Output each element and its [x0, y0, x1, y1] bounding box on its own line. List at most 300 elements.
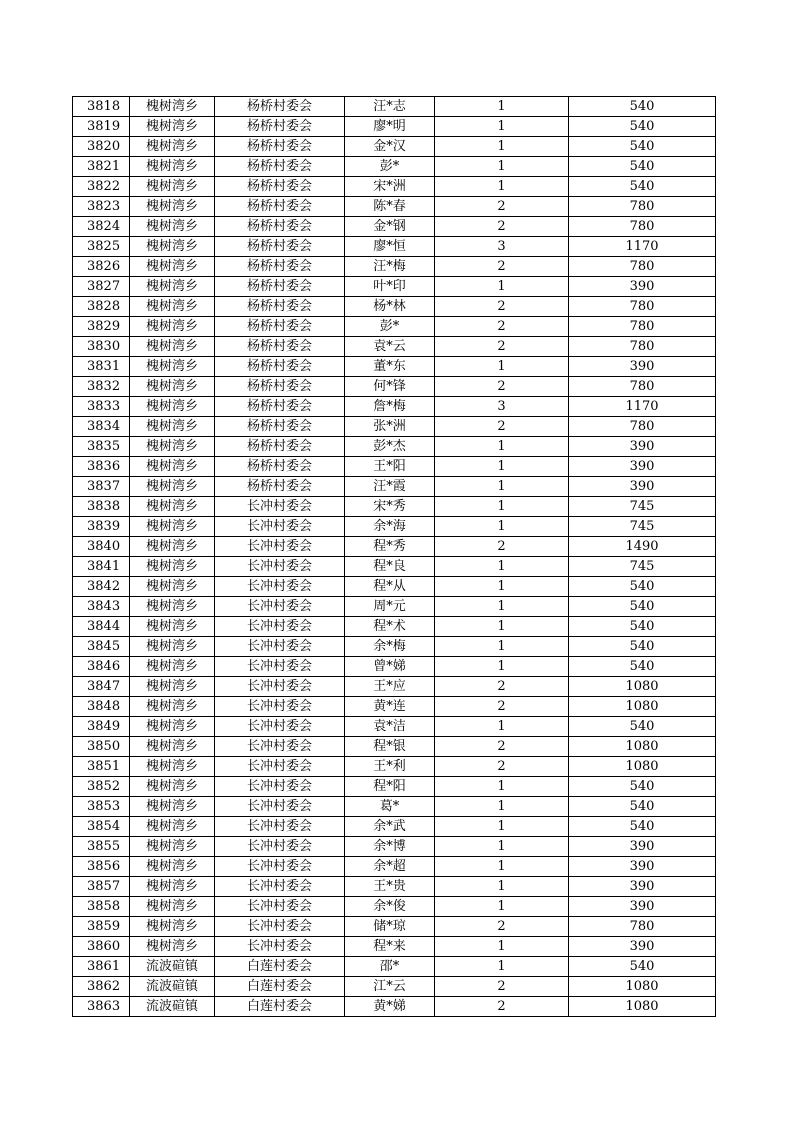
- name-cell: 杨*林: [345, 297, 435, 317]
- name-cell: 宋*秀: [345, 497, 435, 517]
- row-id-cell: 3846: [73, 657, 130, 677]
- name-cell: 余*博: [345, 837, 435, 857]
- count-cell: 1: [435, 517, 569, 537]
- name-cell: 黄*娣: [345, 997, 435, 1017]
- count-cell: 1: [435, 97, 569, 117]
- village-committee-cell: 杨桥村委会: [215, 397, 345, 417]
- name-cell: 黄*连: [345, 697, 435, 717]
- village-committee-cell: 长冲村委会: [215, 557, 345, 577]
- count-cell: 2: [435, 977, 569, 997]
- amount-cell: 540: [569, 617, 716, 637]
- name-cell: 何*锋: [345, 377, 435, 397]
- name-cell: 余*海: [345, 517, 435, 537]
- row-id-cell: 3824: [73, 217, 130, 237]
- count-cell: 2: [435, 997, 569, 1017]
- count-cell: 2: [435, 757, 569, 777]
- count-cell: 1: [435, 117, 569, 137]
- village-committee-cell: 长冲村委会: [215, 617, 345, 637]
- amount-cell: 780: [569, 377, 716, 397]
- amount-cell: 1080: [569, 737, 716, 757]
- count-cell: 1: [435, 877, 569, 897]
- name-cell: 张*洲: [345, 417, 435, 437]
- name-cell: 余*超: [345, 857, 435, 877]
- count-cell: 2: [435, 257, 569, 277]
- village-committee-cell: 杨桥村委会: [215, 157, 345, 177]
- village-committee-cell: 长冲村委会: [215, 577, 345, 597]
- row-id-cell: 3854: [73, 817, 130, 837]
- table-row: [73, 357, 716, 377]
- table-row: [73, 637, 716, 657]
- amount-cell: 1490: [569, 537, 716, 557]
- village-committee-cell: 长冲村委会: [215, 837, 345, 857]
- village-committee-cell: 杨桥村委会: [215, 377, 345, 397]
- name-cell: 程*术: [345, 617, 435, 637]
- village-committee-cell: 杨桥村委会: [215, 417, 345, 437]
- township-cell: 槐树湾乡: [130, 177, 215, 197]
- village-committee-cell: 长冲村委会: [215, 637, 345, 657]
- amount-cell: 540: [569, 797, 716, 817]
- table-row: [73, 197, 716, 217]
- row-id-cell: 3844: [73, 617, 130, 637]
- name-cell: 袁*云: [345, 337, 435, 357]
- village-committee-cell: 杨桥村委会: [215, 337, 345, 357]
- amount-cell: 540: [569, 117, 716, 137]
- count-cell: 1: [435, 857, 569, 877]
- name-cell: 董*东: [345, 357, 435, 377]
- row-id-cell: 3830: [73, 337, 130, 357]
- village-committee-cell: 长冲村委会: [215, 917, 345, 937]
- table-row: [73, 477, 716, 497]
- amount-cell: 1170: [569, 397, 716, 417]
- village-committee-cell: 杨桥村委会: [215, 197, 345, 217]
- row-id-cell: 3833: [73, 397, 130, 417]
- count-cell: 2: [435, 417, 569, 437]
- table-row: [73, 377, 716, 397]
- table-row: [73, 257, 716, 277]
- amount-cell: 390: [569, 437, 716, 457]
- row-id-cell: 3827: [73, 277, 130, 297]
- table-row: [73, 97, 716, 117]
- village-committee-cell: 杨桥村委会: [215, 357, 345, 377]
- table-row: [73, 737, 716, 757]
- amount-cell: 540: [569, 717, 716, 737]
- name-cell: 宋*洲: [345, 177, 435, 197]
- village-committee-cell: 杨桥村委会: [215, 297, 345, 317]
- name-cell: 王*贵: [345, 877, 435, 897]
- amount-cell: 390: [569, 857, 716, 877]
- table-row: [73, 677, 716, 697]
- count-cell: 2: [435, 377, 569, 397]
- table-row: [73, 717, 716, 737]
- row-id-cell: 3850: [73, 737, 130, 757]
- township-cell: 槐树湾乡: [130, 317, 215, 337]
- village-committee-cell: 白莲村委会: [215, 957, 345, 977]
- table-row: [73, 537, 716, 557]
- village-committee-cell: 长冲村委会: [215, 697, 345, 717]
- table-row: [73, 217, 716, 237]
- township-cell: 槐树湾乡: [130, 117, 215, 137]
- name-cell: 程*银: [345, 737, 435, 757]
- table-row: [73, 337, 716, 357]
- amount-cell: 390: [569, 477, 716, 497]
- township-cell: 槐树湾乡: [130, 817, 215, 837]
- table-row: [73, 957, 716, 977]
- table-row: [73, 417, 716, 437]
- amount-cell: 540: [569, 577, 716, 597]
- amount-cell: 540: [569, 97, 716, 117]
- amount-cell: 780: [569, 337, 716, 357]
- table-row: [73, 697, 716, 717]
- amount-cell: 540: [569, 957, 716, 977]
- count-cell: 1: [435, 137, 569, 157]
- count-cell: 1: [435, 497, 569, 517]
- township-cell: 槐树湾乡: [130, 137, 215, 157]
- count-cell: 1: [435, 477, 569, 497]
- name-cell: 程*从: [345, 577, 435, 597]
- amount-cell: 540: [569, 637, 716, 657]
- township-cell: 槐树湾乡: [130, 697, 215, 717]
- row-id-cell: 3843: [73, 597, 130, 617]
- count-cell: 2: [435, 737, 569, 757]
- row-id-cell: 3822: [73, 177, 130, 197]
- amount-cell: 780: [569, 217, 716, 237]
- table-row: [73, 177, 716, 197]
- row-id-cell: 3861: [73, 957, 130, 977]
- township-cell: 槐树湾乡: [130, 397, 215, 417]
- township-cell: 槐树湾乡: [130, 237, 215, 257]
- row-id-cell: 3847: [73, 677, 130, 697]
- amount-cell: 540: [569, 597, 716, 617]
- amount-cell: 540: [569, 657, 716, 677]
- village-committee-cell: 长冲村委会: [215, 737, 345, 757]
- row-id-cell: 3845: [73, 637, 130, 657]
- name-cell: 程*良: [345, 557, 435, 577]
- name-cell: 彭*: [345, 157, 435, 177]
- table-row: [73, 937, 716, 957]
- table-row: [73, 397, 716, 417]
- village-committee-cell: 杨桥村委会: [215, 457, 345, 477]
- name-cell: 王*阳: [345, 457, 435, 477]
- amount-cell: 780: [569, 297, 716, 317]
- township-cell: 槐树湾乡: [130, 377, 215, 397]
- village-committee-cell: 长冲村委会: [215, 537, 345, 557]
- village-committee-cell: 杨桥村委会: [215, 257, 345, 277]
- count-cell: 1: [435, 557, 569, 577]
- count-cell: 3: [435, 397, 569, 417]
- village-committee-cell: 长冲村委会: [215, 597, 345, 617]
- amount-cell: 780: [569, 917, 716, 937]
- count-cell: 1: [435, 817, 569, 837]
- township-cell: 槐树湾乡: [130, 757, 215, 777]
- name-cell: 余*俊: [345, 897, 435, 917]
- table-row: [73, 277, 716, 297]
- amount-cell: 780: [569, 417, 716, 437]
- amount-cell: 390: [569, 937, 716, 957]
- row-id-cell: 3829: [73, 317, 130, 337]
- village-committee-cell: 白莲村委会: [215, 997, 345, 1017]
- table-row: [73, 577, 716, 597]
- amount-cell: 1080: [569, 677, 716, 697]
- name-cell: 储*琼: [345, 917, 435, 937]
- row-id-cell: 3860: [73, 937, 130, 957]
- township-cell: 槐树湾乡: [130, 217, 215, 237]
- amount-cell: 540: [569, 177, 716, 197]
- table-row: [73, 837, 716, 857]
- count-cell: 1: [435, 177, 569, 197]
- row-id-cell: 3859: [73, 917, 130, 937]
- count-cell: 1: [435, 777, 569, 797]
- row-id-cell: 3820: [73, 137, 130, 157]
- amount-cell: 1080: [569, 697, 716, 717]
- village-committee-cell: 杨桥村委会: [215, 177, 345, 197]
- row-id-cell: 3818: [73, 97, 130, 117]
- township-cell: 槐树湾乡: [130, 597, 215, 617]
- row-id-cell: 3838: [73, 497, 130, 517]
- township-cell: 流波碹镇: [130, 977, 215, 997]
- count-cell: 1: [435, 617, 569, 637]
- name-cell: 金*汉: [345, 137, 435, 157]
- count-cell: 1: [435, 957, 569, 977]
- row-id-cell: 3855: [73, 837, 130, 857]
- name-cell: 程*来: [345, 937, 435, 957]
- township-cell: 槐树湾乡: [130, 517, 215, 537]
- name-cell: 汪*梅: [345, 257, 435, 277]
- row-id-cell: 3839: [73, 517, 130, 537]
- name-cell: 詹*梅: [345, 397, 435, 417]
- name-cell: 叶*印: [345, 277, 435, 297]
- township-cell: 槐树湾乡: [130, 657, 215, 677]
- name-cell: 江*云: [345, 977, 435, 997]
- row-id-cell: 3862: [73, 977, 130, 997]
- name-cell: 汪*志: [345, 97, 435, 117]
- village-committee-cell: 杨桥村委会: [215, 277, 345, 297]
- village-committee-cell: 长冲村委会: [215, 897, 345, 917]
- count-cell: 1: [435, 837, 569, 857]
- table-row: [73, 597, 716, 617]
- table-body: [73, 97, 716, 1017]
- name-cell: 邵*: [345, 957, 435, 977]
- row-id-cell: 3837: [73, 477, 130, 497]
- village-committee-cell: 杨桥村委会: [215, 137, 345, 157]
- amount-cell: 390: [569, 457, 716, 477]
- amount-cell: 745: [569, 517, 716, 537]
- township-cell: 槐树湾乡: [130, 917, 215, 937]
- table-row: [73, 917, 716, 937]
- table-row: [73, 437, 716, 457]
- name-cell: 彭*杰: [345, 437, 435, 457]
- township-cell: 槐树湾乡: [130, 277, 215, 297]
- amount-cell: 390: [569, 837, 716, 857]
- amount-cell: 540: [569, 817, 716, 837]
- table-row: [73, 757, 716, 777]
- table-row: [73, 897, 716, 917]
- amount-cell: 780: [569, 257, 716, 277]
- amount-cell: 1170: [569, 237, 716, 257]
- count-cell: 1: [435, 897, 569, 917]
- row-id-cell: 3857: [73, 877, 130, 897]
- table-row: [73, 797, 716, 817]
- name-cell: 王*利: [345, 757, 435, 777]
- township-cell: 槐树湾乡: [130, 417, 215, 437]
- name-cell: 王*应: [345, 677, 435, 697]
- row-id-cell: 3819: [73, 117, 130, 137]
- row-id-cell: 3826: [73, 257, 130, 277]
- amount-cell: 390: [569, 877, 716, 897]
- count-cell: 2: [435, 317, 569, 337]
- row-id-cell: 3851: [73, 757, 130, 777]
- table-row: [73, 817, 716, 837]
- table-row: [73, 857, 716, 877]
- table-row: [73, 297, 716, 317]
- row-id-cell: 3836: [73, 457, 130, 477]
- township-cell: 槐树湾乡: [130, 197, 215, 217]
- amount-cell: 1080: [569, 977, 716, 997]
- count-cell: 1: [435, 357, 569, 377]
- amount-cell: 390: [569, 277, 716, 297]
- township-cell: 槐树湾乡: [130, 677, 215, 697]
- table-row: [73, 237, 716, 257]
- count-cell: 1: [435, 797, 569, 817]
- township-cell: 槐树湾乡: [130, 637, 215, 657]
- name-cell: 程*秀: [345, 537, 435, 557]
- row-id-cell: 3828: [73, 297, 130, 317]
- table-row: [73, 497, 716, 517]
- village-committee-cell: 长冲村委会: [215, 777, 345, 797]
- count-cell: 1: [435, 577, 569, 597]
- row-id-cell: 3821: [73, 157, 130, 177]
- township-cell: 槐树湾乡: [130, 857, 215, 877]
- name-cell: 余*梅: [345, 637, 435, 657]
- row-id-cell: 3852: [73, 777, 130, 797]
- count-cell: 1: [435, 277, 569, 297]
- row-id-cell: 3840: [73, 537, 130, 557]
- village-committee-cell: 长冲村委会: [215, 497, 345, 517]
- village-committee-cell: 杨桥村委会: [215, 477, 345, 497]
- row-id-cell: 3853: [73, 797, 130, 817]
- village-committee-cell: 长冲村委会: [215, 517, 345, 537]
- township-cell: 流波碹镇: [130, 957, 215, 977]
- village-committee-cell: 长冲村委会: [215, 817, 345, 837]
- amount-cell: 1080: [569, 757, 716, 777]
- name-cell: 金*钢: [345, 217, 435, 237]
- count-cell: 2: [435, 697, 569, 717]
- table-row: [73, 557, 716, 577]
- name-cell: 汪*霞: [345, 477, 435, 497]
- township-cell: 槐树湾乡: [130, 257, 215, 277]
- table-row: [73, 517, 716, 537]
- count-cell: 2: [435, 197, 569, 217]
- township-cell: 槐树湾乡: [130, 777, 215, 797]
- village-committee-cell: 长冲村委会: [215, 757, 345, 777]
- amount-cell: 390: [569, 357, 716, 377]
- name-cell: 葛*: [345, 797, 435, 817]
- row-id-cell: 3832: [73, 377, 130, 397]
- name-cell: 程*阳: [345, 777, 435, 797]
- table-row: [73, 657, 716, 677]
- table-row: [73, 457, 716, 477]
- amount-cell: 780: [569, 197, 716, 217]
- village-committee-cell: 长冲村委会: [215, 937, 345, 957]
- row-id-cell: 3842: [73, 577, 130, 597]
- amount-cell: 540: [569, 157, 716, 177]
- count-cell: 1: [435, 457, 569, 477]
- village-committee-cell: 杨桥村委会: [215, 97, 345, 117]
- township-cell: 槐树湾乡: [130, 797, 215, 817]
- name-cell: 陈*春: [345, 197, 435, 217]
- township-cell: 槐树湾乡: [130, 557, 215, 577]
- amount-cell: 745: [569, 557, 716, 577]
- township-cell: 槐树湾乡: [130, 297, 215, 317]
- name-cell: 余*武: [345, 817, 435, 837]
- row-id-cell: 3825: [73, 237, 130, 257]
- count-cell: 1: [435, 437, 569, 457]
- township-cell: 槐树湾乡: [130, 357, 215, 377]
- township-cell: 槐树湾乡: [130, 537, 215, 557]
- township-cell: 槐树湾乡: [130, 97, 215, 117]
- village-committee-cell: 杨桥村委会: [215, 217, 345, 237]
- row-id-cell: 3831: [73, 357, 130, 377]
- amount-cell: 390: [569, 897, 716, 917]
- name-cell: 彭*: [345, 317, 435, 337]
- village-committee-cell: 杨桥村委会: [215, 437, 345, 457]
- amount-cell: 540: [569, 137, 716, 157]
- name-cell: 廖*明: [345, 117, 435, 137]
- table-row: [73, 997, 716, 1017]
- township-cell: 槐树湾乡: [130, 577, 215, 597]
- count-cell: 1: [435, 637, 569, 657]
- count-cell: 2: [435, 537, 569, 557]
- row-id-cell: 3863: [73, 997, 130, 1017]
- data-table: [72, 96, 716, 1017]
- township-cell: 槐树湾乡: [130, 877, 215, 897]
- count-cell: 1: [435, 597, 569, 617]
- table-row: [73, 317, 716, 337]
- table-row: [73, 977, 716, 997]
- township-cell: 槐树湾乡: [130, 737, 215, 757]
- row-id-cell: 3823: [73, 197, 130, 217]
- village-committee-cell: 长冲村委会: [215, 677, 345, 697]
- township-cell: 槐树湾乡: [130, 837, 215, 857]
- village-committee-cell: 长冲村委会: [215, 657, 345, 677]
- table-row: [73, 137, 716, 157]
- village-committee-cell: 长冲村委会: [215, 857, 345, 877]
- table-row: [73, 617, 716, 637]
- row-id-cell: 3835: [73, 437, 130, 457]
- name-cell: 廖*恒: [345, 237, 435, 257]
- township-cell: 槐树湾乡: [130, 617, 215, 637]
- township-cell: 槐树湾乡: [130, 457, 215, 477]
- township-cell: 槐树湾乡: [130, 477, 215, 497]
- amount-cell: 780: [569, 317, 716, 337]
- row-id-cell: 3856: [73, 857, 130, 877]
- row-id-cell: 3858: [73, 897, 130, 917]
- count-cell: 2: [435, 217, 569, 237]
- township-cell: 槐树湾乡: [130, 497, 215, 517]
- township-cell: 槐树湾乡: [130, 337, 215, 357]
- township-cell: 槐树湾乡: [130, 937, 215, 957]
- township-cell: 槐树湾乡: [130, 897, 215, 917]
- village-committee-cell: 白莲村委会: [215, 977, 345, 997]
- name-cell: 曾*娣: [345, 657, 435, 677]
- township-cell: 槐树湾乡: [130, 717, 215, 737]
- row-id-cell: 3834: [73, 417, 130, 437]
- count-cell: 1: [435, 937, 569, 957]
- count-cell: 1: [435, 157, 569, 177]
- count-cell: 1: [435, 657, 569, 677]
- table-row: [73, 877, 716, 897]
- amount-cell: 745: [569, 497, 716, 517]
- count-cell: 2: [435, 917, 569, 937]
